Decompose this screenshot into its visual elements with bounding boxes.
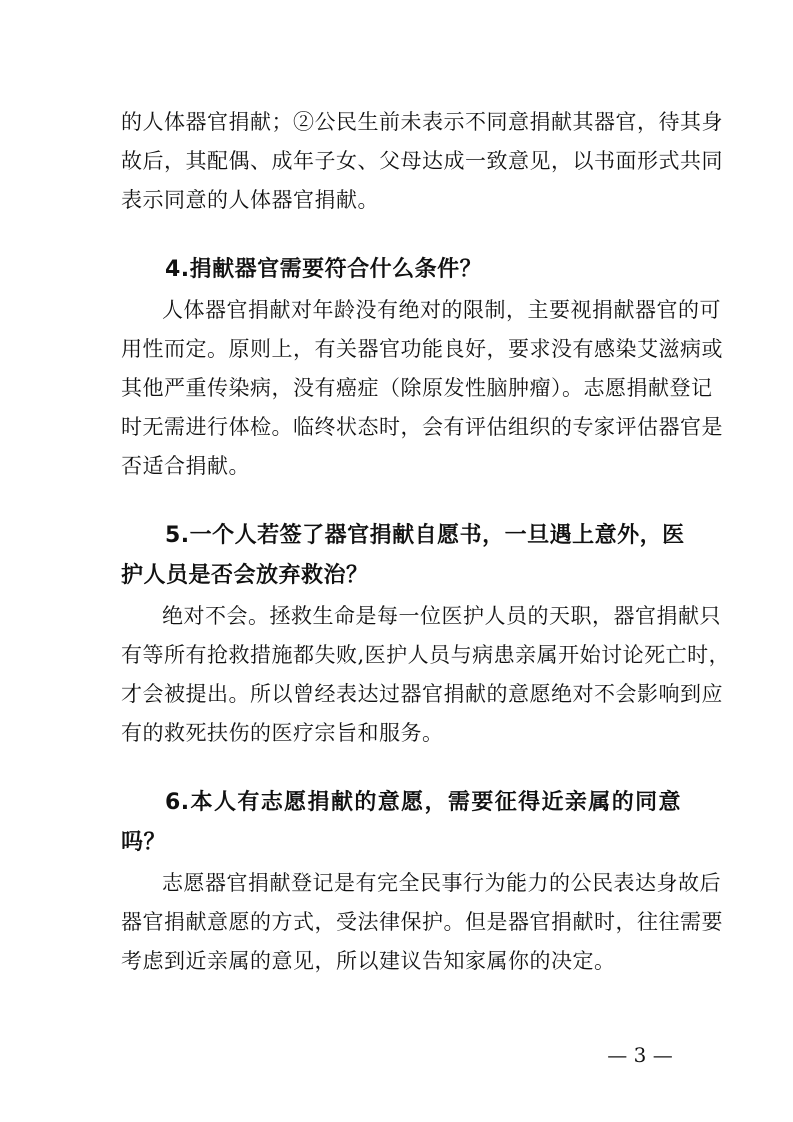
section-5-line-1: 绝对不会。拯救生命是每一位医护人员的天职，器官捐献只 [162, 604, 721, 628]
section-4-line-3: 其他严重传染病，没有癌症（除原发性脑肿瘤）。志愿捐献登记 [121, 376, 713, 400]
section-6-line-1: 志愿器官捐献登记是有完全民事行为能力的公民表达身故后 [162, 871, 721, 895]
section-4-line-1: 人体器官捐献对年龄没有绝对的限制，主要视捐献器官的可 [162, 298, 721, 322]
intro-line-2: 故后，其配偶、成年子女、父母达成一致意见，以书面形式共同 [121, 149, 723, 173]
section-4-line-4: 时无需进行体检。临终状态时，会有评估组织的专家评估器官是 [121, 415, 723, 439]
section-6-line-2: 器官捐献意愿的方式，受法律保护。但是器官捐献时，往往需要 [121, 910, 723, 934]
section-5-line-3: 才会被提出。所以曾经表达过器官捐献的意愿绝对不会影响到应 [121, 682, 723, 706]
section-5-heading-line-2: 护人员是否会放弃救治？ [121, 563, 369, 588]
section-5-line-2: 有等所有抢救措施都失败,医护人员与病患亲属开始讨论死亡时， [121, 643, 731, 667]
section-5-line-4: 有的救死扶伤的医疗宗旨和服务。 [121, 721, 444, 745]
section-6-heading-line-1: 6.本人有志愿捐献的意愿，需要征得近亲属的同意 [165, 790, 681, 815]
page-number: — 3 — [607, 1043, 673, 1067]
section-6-heading-line-2: 吗？ [121, 830, 167, 855]
section-4-line-2: 用性而定。原则上，有关器官功能良好，要求没有感染艾滋病或 [121, 337, 723, 361]
section-5-heading-line-1: 5.一个人若签了器官捐献自愿书，一旦遇上意外，医 [165, 523, 685, 548]
section-6-line-3: 考虑到近亲属的意见，所以建议告知家属你的决定。 [121, 949, 616, 973]
intro-line-1: 的人体器官捐献；②公民生前未表示不同意捐献其器官，待其身 [121, 110, 723, 134]
section-4-line-5: 否适合捐献。 [121, 454, 250, 478]
section-4-heading: 4.捐献器官需要符合什么条件？ [165, 257, 483, 282]
intro-line-3: 表示同意的人体器官捐献。 [121, 188, 379, 212]
